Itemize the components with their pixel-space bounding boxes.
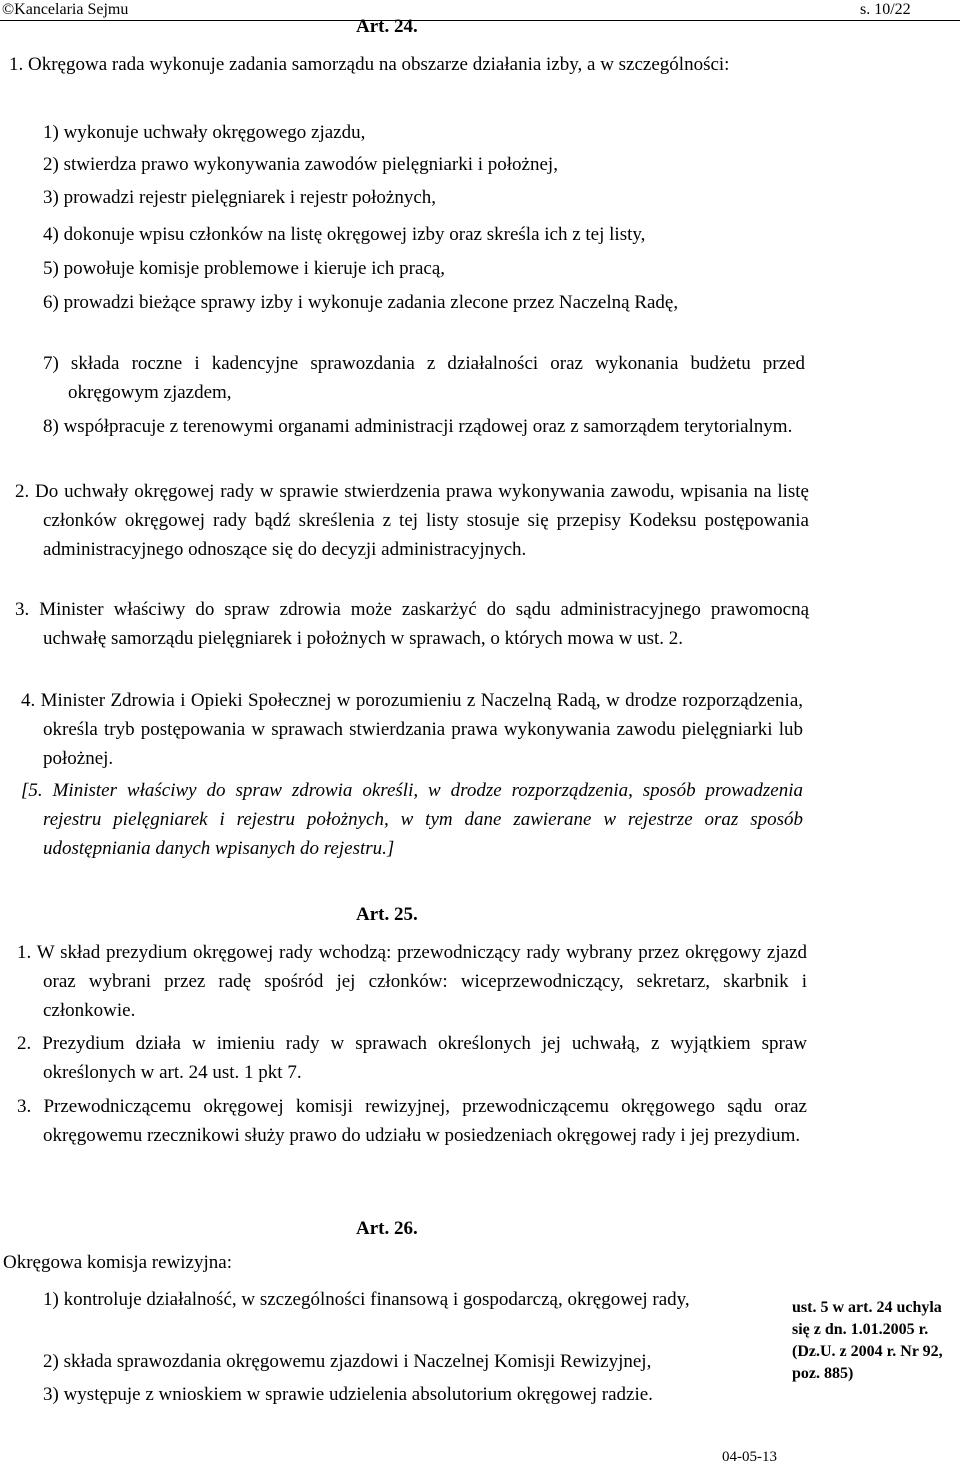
header-copyright: ©Kancelaria Sejmu [2, 1, 129, 18]
footer-date: 04-05-13 [722, 1449, 777, 1465]
art24-item-8: 8) współpracuje z terenowymi organami administracji rządowej oraz z samorządem terytorialnym. [43, 416, 793, 437]
art24-item-1: 1) wykonuje uchwały okręgowego zjazdu, [43, 122, 366, 143]
art24-item-4: 4) dokonuje wpisu członków na listę okręgowej izby oraz skreśla ich z tej listy, [43, 224, 646, 245]
art26-item-1: 1) kontroluje działalność, w szczególności finansową i gospodarczą, okręgowej rady, [43, 1289, 690, 1310]
art26-title: Art. 26. [356, 1218, 418, 1239]
art24-item-2: 2) stwierdza prawo wykonywania zawodów pielęgniarki i położnej, [43, 154, 558, 175]
art24-item-3: 3) prowadzi rejestr pielęgniarek i rejestr położnych, [43, 187, 437, 208]
header-page-number: s. 10/22 [860, 1, 911, 18]
art25-title: Art. 25. [356, 904, 418, 925]
art24-item-5: 5) powołuje komisje problemowe i kieruje ich pracą, [43, 258, 446, 279]
art26-item-3: 3) występuje z wnioskiem w sprawie udzielenia absolutorium okręgowej radzie. [43, 1384, 653, 1405]
art25-para-2: 2. Prezydium działa w imieniu rady w sprawach określonych jej uchwałą, z wyjątkiem spraw określonych w art. 24 ust. 1 pkt 7. [17, 1033, 807, 1083]
art26-item-2: 2) składa sprawozdania okręgowemu zjazdowi i Naczelnej Komisji Rewizyjnej, [43, 1351, 652, 1372]
art24-para-1: 1. Okręgowa rada wykonuje zadania samorządu na obszarze działania izby, a w szczególności: [9, 54, 730, 75]
art24-item-6: 6) prowadzi bieżące sprawy izby i wykonuje zadania zlecone przez Naczelną Radę, [43, 292, 679, 313]
art24-para-4: 4. Minister Zdrowia i Opieki Społecznej w porozumieniu z Naczelną Radą, w drodze rozporządzenia, określa tryb postępowania w sprawach stwierdzania prawa wykonywania zawodu pielęgniarki lub położnej. [21, 690, 803, 769]
art26-intro: Okręgowa komisja rewizyjna: [3, 1252, 232, 1273]
art24-title: Art. 24. [356, 16, 418, 37]
art24-para-3: 3. Minister właściwy do spraw zdrowia może zaskarżyć do sądu administracyjnego prawomocną uchwałę samorządu pielęgniarek i położnych w sprawach, o których mowa w ust. 2. [15, 599, 809, 649]
art24-item-7: 7) składa roczne i kadencyjne sprawozdania z działalności oraz wykonania budżetu przed okręgowym zjazdem, [43, 353, 805, 403]
art25-para-1: 1. W skład prezydium okręgowej rady wchodzą: przewodniczący rady wybrany przez okręgowy zjazd oraz wybrani przez radę spośród jej członków: wiceprzewodniczący, sekretarz, skarbnik i członkowie. [17, 942, 807, 1021]
art25-para-3: 3. Przewodniczącemu okręgowej komisji rewizyjnej, przewodniczącemu okręgowego sądu oraz okręgowemu rzecznikowi służy prawo do udziału w posiedzeniach okręgowej rady i jej prezydium. [17, 1096, 807, 1146]
header-rule [0, 20, 960, 21]
art24-para-2: 2. Do uchwały okręgowej rady w sprawie stwierdzenia prawa wykonywania zawodu, wpisania na listę członków okręgowej rady bądź skreślenia z tej listy stosuje się przepisy Kodeksu postępowania administracyjnego odnoszące się do decyzji administracyjnych. [15, 481, 809, 560]
margin-note: ust. 5 w art. 24 uchyla się z dn. 1.01.2005 r. (Dz.U. z 2004 r. Nr 92, poz. 885) [792, 1299, 943, 1382]
art24-para-5-repealed: [5. Minister właściwy do spraw zdrowia określi, w drodze rozporządzenia, sposób prowadzenia rejestru pielęgniarek i rejestru położnych, w tym dane zawierane w rejestrze oraz sposób udostępniania danych wpisanych do rejestru.] [21, 780, 803, 859]
